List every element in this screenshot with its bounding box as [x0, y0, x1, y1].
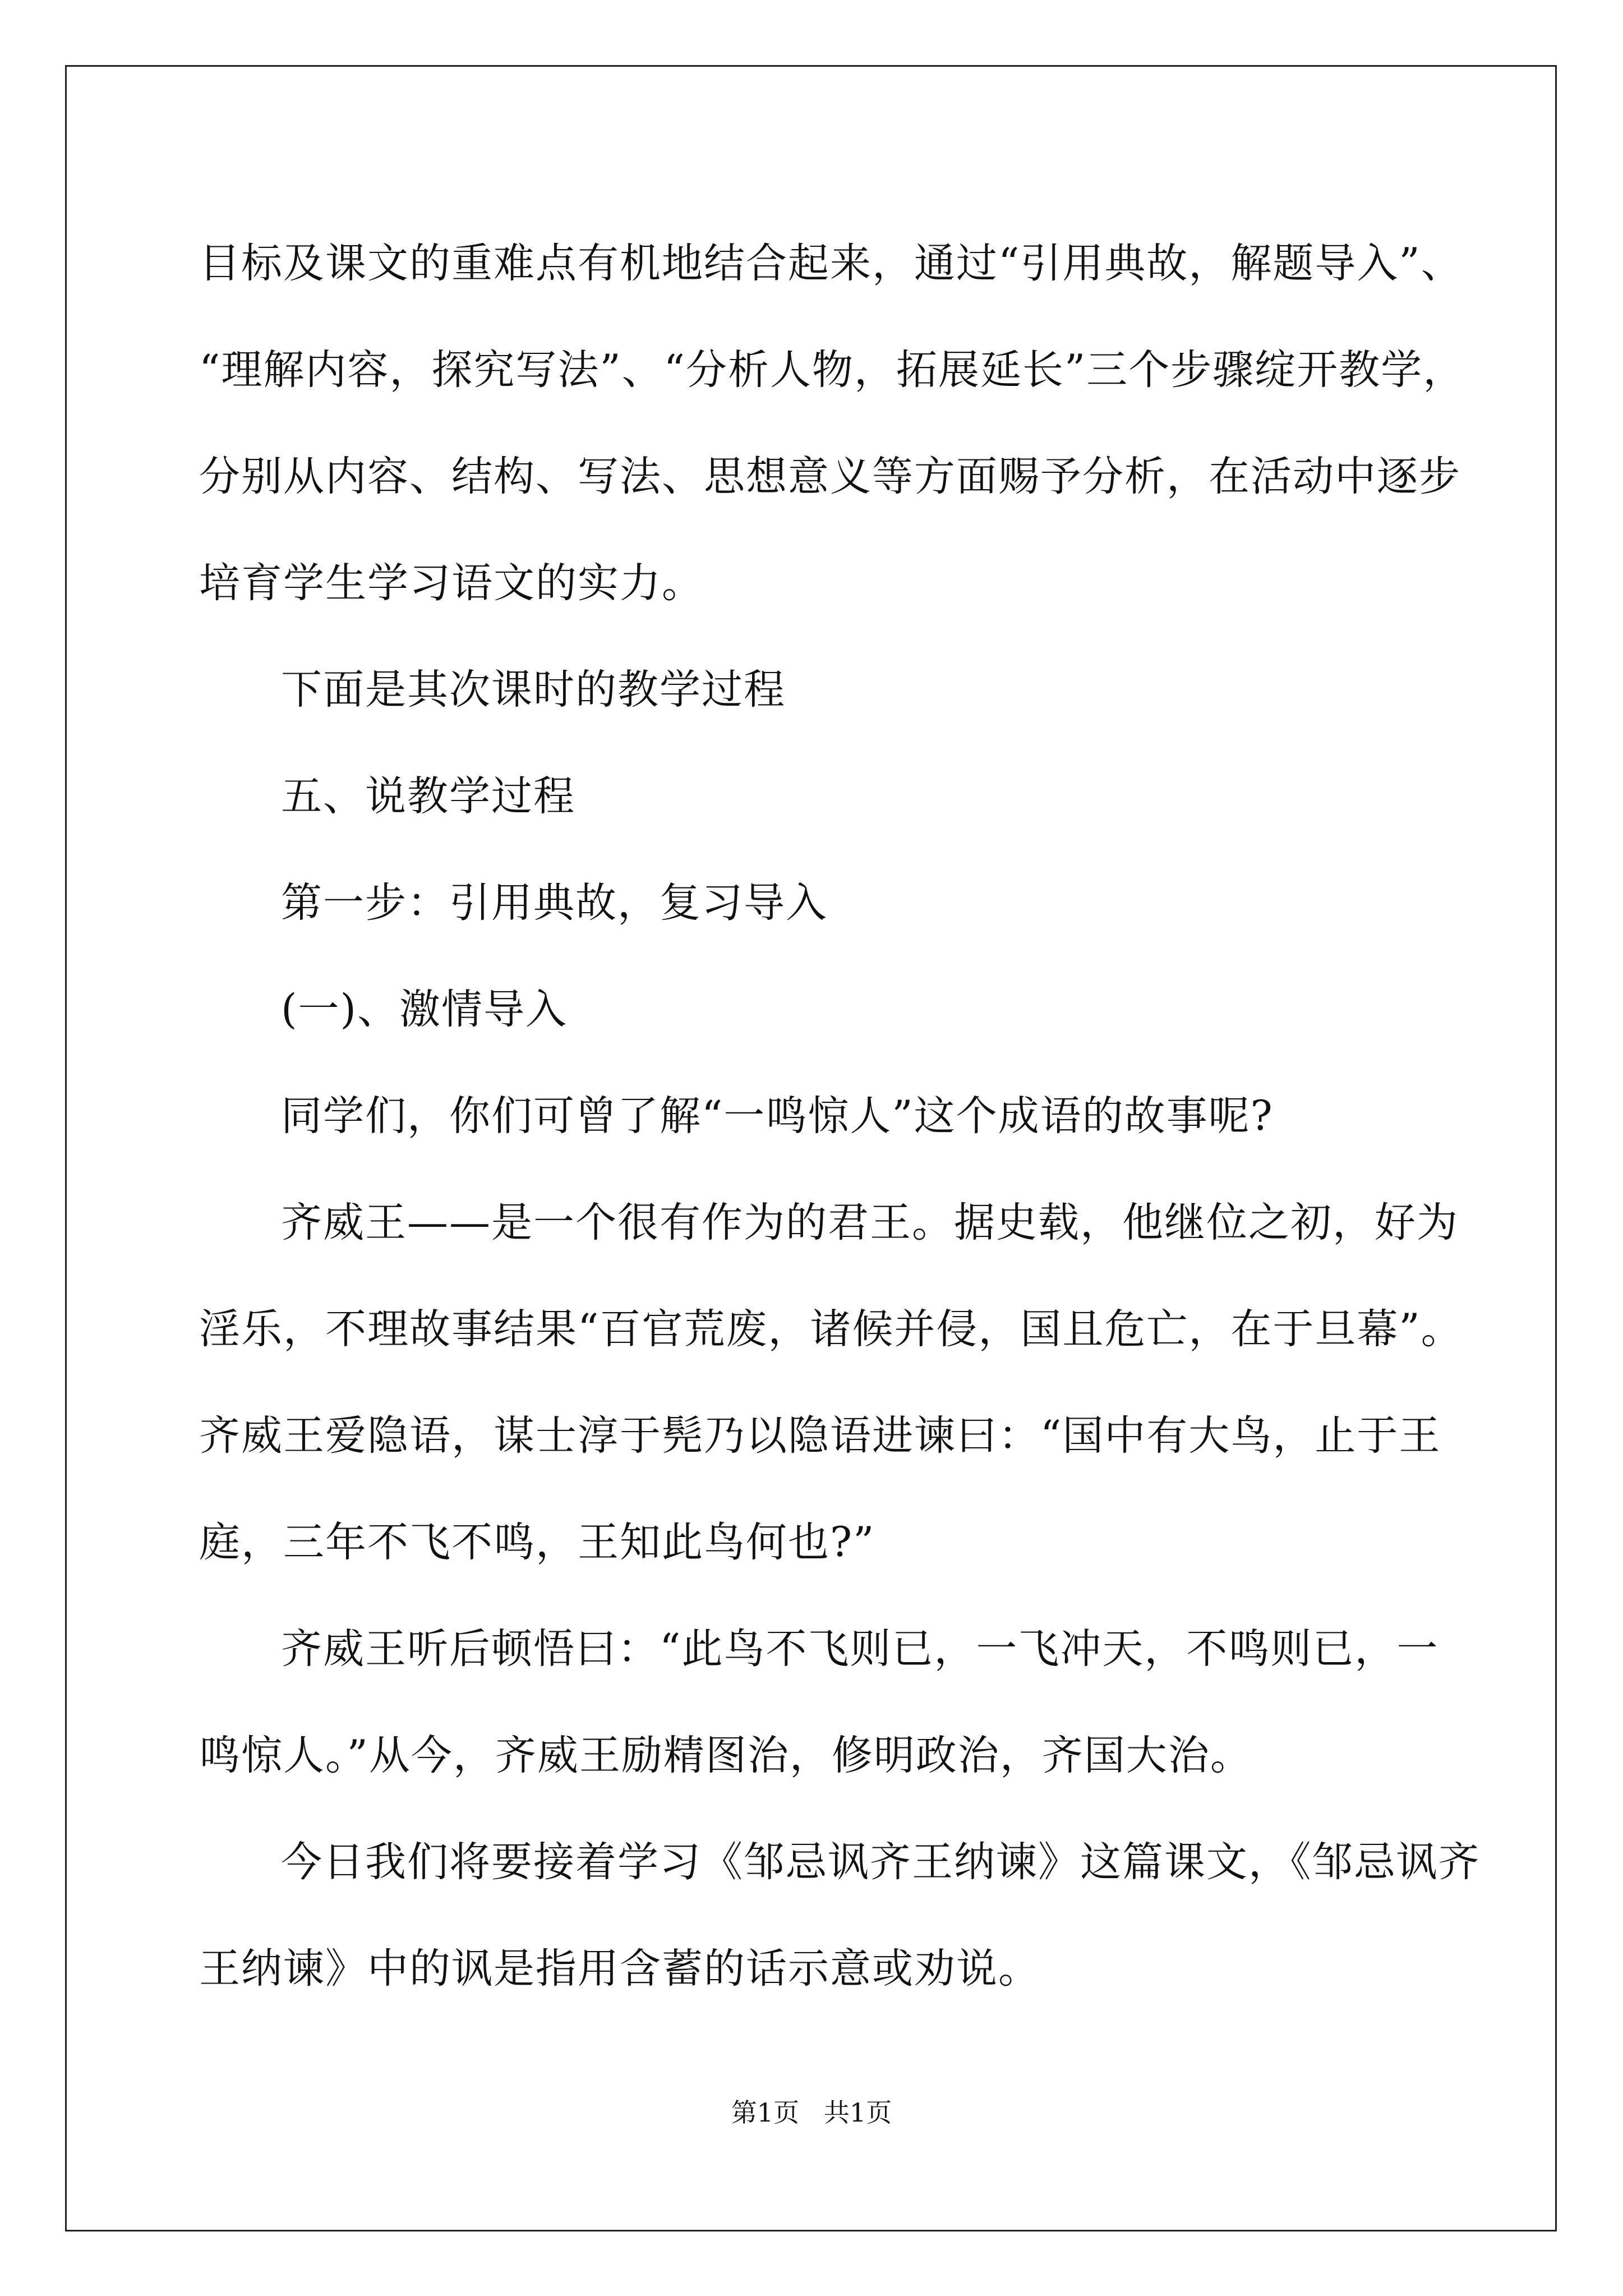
- text-line-4: 培育学生学习语文的实力。: [199, 559, 704, 607]
- text-line-13: 庭，三年不飞不鸣，王知此鸟何也?”: [199, 1519, 875, 1566]
- text-line-3: 分别从内容、结构、写法、思想意义等方面赐予分析，在活动中逐步: [199, 453, 1461, 500]
- section-heading: 五、说教学过程: [281, 772, 575, 820]
- text-line-11: 淫乐，不理故事结果“百官荒废，诸候并侵，国且危亡，在于旦幕”。: [199, 1305, 1463, 1353]
- text-line-9: 同学们，你们可曾了解“一鸣惊人”这个成语的故事呢?: [281, 1092, 1274, 1140]
- text-line-12: 齐威王爱隐语，谋士淳于髡乃以隐语进谏曰：“国中有大鸟，止于王: [199, 1412, 1441, 1460]
- text-line-16: 今日我们将要接着学习《邹忌讽齐王纳谏》这篇课文，《邹忌讽齐: [281, 1838, 1481, 1886]
- step-heading: 第一步：引用典故，复习导入: [281, 879, 828, 927]
- text-line-15: 鸣惊人。”从今，齐威王励精图治，修明政治，齐国大治。: [199, 1732, 1252, 1779]
- text-line-5: 下面是其次课时的教学过程: [281, 666, 786, 714]
- page-number-footer: 第1页 共1页: [731, 2097, 892, 2128]
- text-line-17: 王纳谏》中的讽是指用含蓄的话示意或劝说。: [199, 1945, 1040, 1993]
- document-body: [199, 210, 1481, 2022]
- sub-heading: (一)、激情导入: [281, 986, 568, 1033]
- text-line-1: 目标及课文的重难点有机地结合起来，通过“引用典故，解题导入”、: [199, 240, 1463, 287]
- text-line-2: “理解内容，探究写法”、“分析人物，拓展延长”三个步骤绽开教学，: [199, 346, 1465, 394]
- text-line-10: 齐威王——是一个很有作为的君王。据史载，他继位之初，好为: [281, 1199, 1459, 1246]
- text-line-14: 齐威王听后顿悟曰：“此鸟不飞则已，一飞冲天，不鸣则已，一: [281, 1625, 1439, 1673]
